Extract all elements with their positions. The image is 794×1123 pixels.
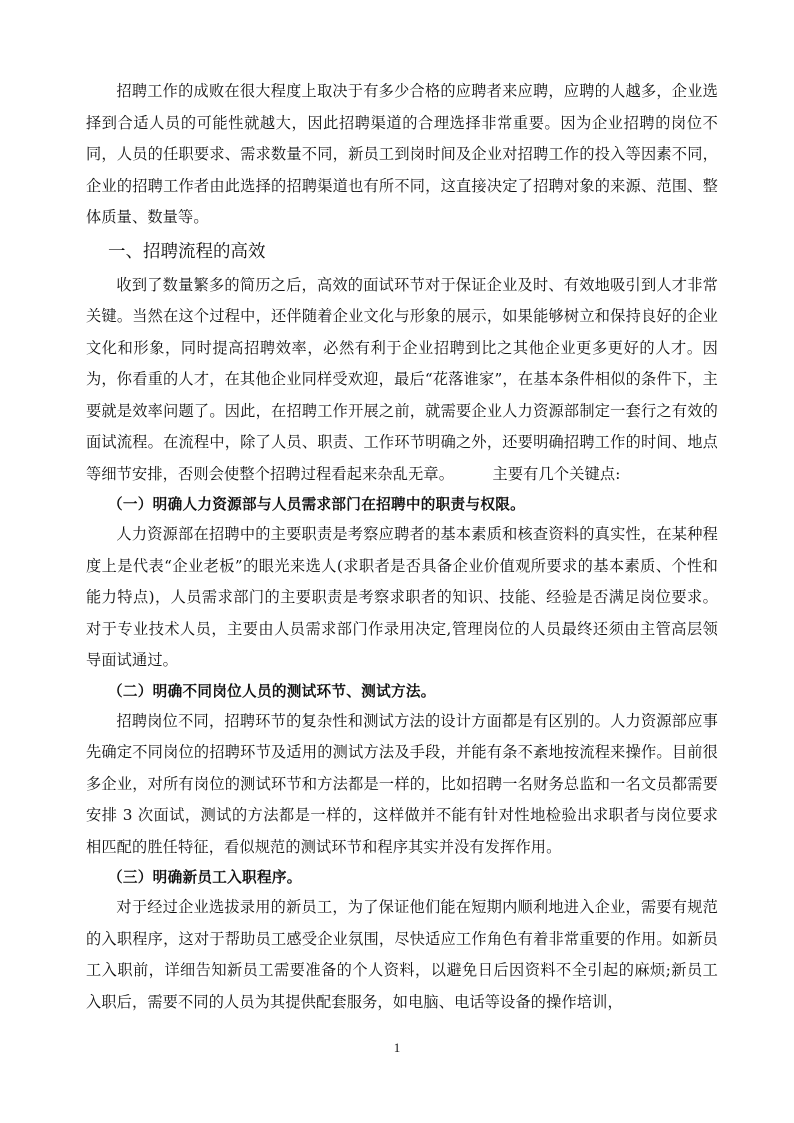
- subheading-testing: （二）明确不同岗位人员的测试环节、测试方法。: [108, 682, 436, 700]
- section1-paragraph: 收到了数量繁多的简历之后，高效的面试环节对于保证企业及时、有效地吸引到人才非常关键。当然在这个过程中，还伴随着企业文化与形象的展示，如果能够树立和保持良好的企业文化和形象，同时提高招聘效率，必然有利于企业招聘到比之其他企业更多更好的人才。因为，你看重的人才，在其他企业同样受欢迎，最后“花落谁家”，在基本条件相似的条件下，主要就是效率问题了。因此，在招聘工作开展之前，就需要企业人力资源部制定一套行之有效的面试流程。在流程中，除了人员、职责、工作环节明确之外，还要明确招聘工作的时间、地点等细节安排，否则会使整个招聘过程看起来杂乱无章。 主要有几个关键点:: [86, 275, 718, 483]
- page-number: 1: [393, 1040, 401, 1055]
- section-heading-recruitment-process: 一、招聘流程的高效: [108, 241, 266, 262]
- sub2-paragraph: 招聘岗位不同，招聘环节的复杂性和测试方法的设计方面都是有区别的。人力资源部应事先确定不同岗位的招聘环节及适用的测试方法及手段，并能有条不紊地按流程来操作。目前很多企业，对所有岗位的测试环节和方法都是一样的，比如招聘一名财务总监和一名文员都需要安排 3 次面试，测试的方法都是一样的，这样做并不能有针对性地检验出求职者与岗位要求相匹配的胜任特征，看似规范的测试环节和程序其实并没有发挥作用。: [86, 711, 718, 856]
- document-page: [86, 76, 718, 1018]
- sub1-paragraph: 人力资源部在招聘中的主要职责是考察应聘者的基本素质和核查资料的真实性，在某种程度上是代表“企业老板”的眼光来选人(求职者是否具备企业价值观所要求的基本素质、个性和能力特点)，人员需求部门的主要职责是考察求职者的知识、技能、经验是否满足岗位要求。对于专业技术人员，主要由人员需求部门作录用决定,管理岗位的人员最终还须由主管高层领导面试通过。: [86, 525, 718, 669]
- subheading-responsibilities: （一）明确人力资源部与人员需求部门在招聘中的职责与权限。: [108, 496, 526, 513]
- intro-paragraph: 招聘工作的成败在很大程度上取决于有多少合格的应聘者来应聘，应聘的人越多，企业选择到合适人员的可能性就越大，因此招聘渠道的合理选择非常重要。因为企业招聘的岗位不同，人员的任职要求、需求数量不同，新员工到岗时间及企业对招聘工作的投入等因素不同，企业的招聘工作者由此选择的招聘渠道也有所不同，这直接决定了招聘对象的来源、范围、整体质量、数量等。: [86, 82, 718, 226]
- sub3-paragraph: 对于经过企业选拔录用的新员工，为了保证他们能在短期内顺利地进入企业，需要有规范的入职程序，这对于帮助员工感受企业氛围，尽快适应工作角色有着非常重要的作用。如新员工入职前，详细告知新员工需要准备的个人资料，以避免日后因资料不全引起的麻烦;新员工入职后，需要不同的人员为其提供配套服务，如电脑、电话等设备的操作培训，: [86, 898, 718, 1011]
- subheading-onboarding: （三）明确新员工入职程序。: [108, 869, 302, 886]
